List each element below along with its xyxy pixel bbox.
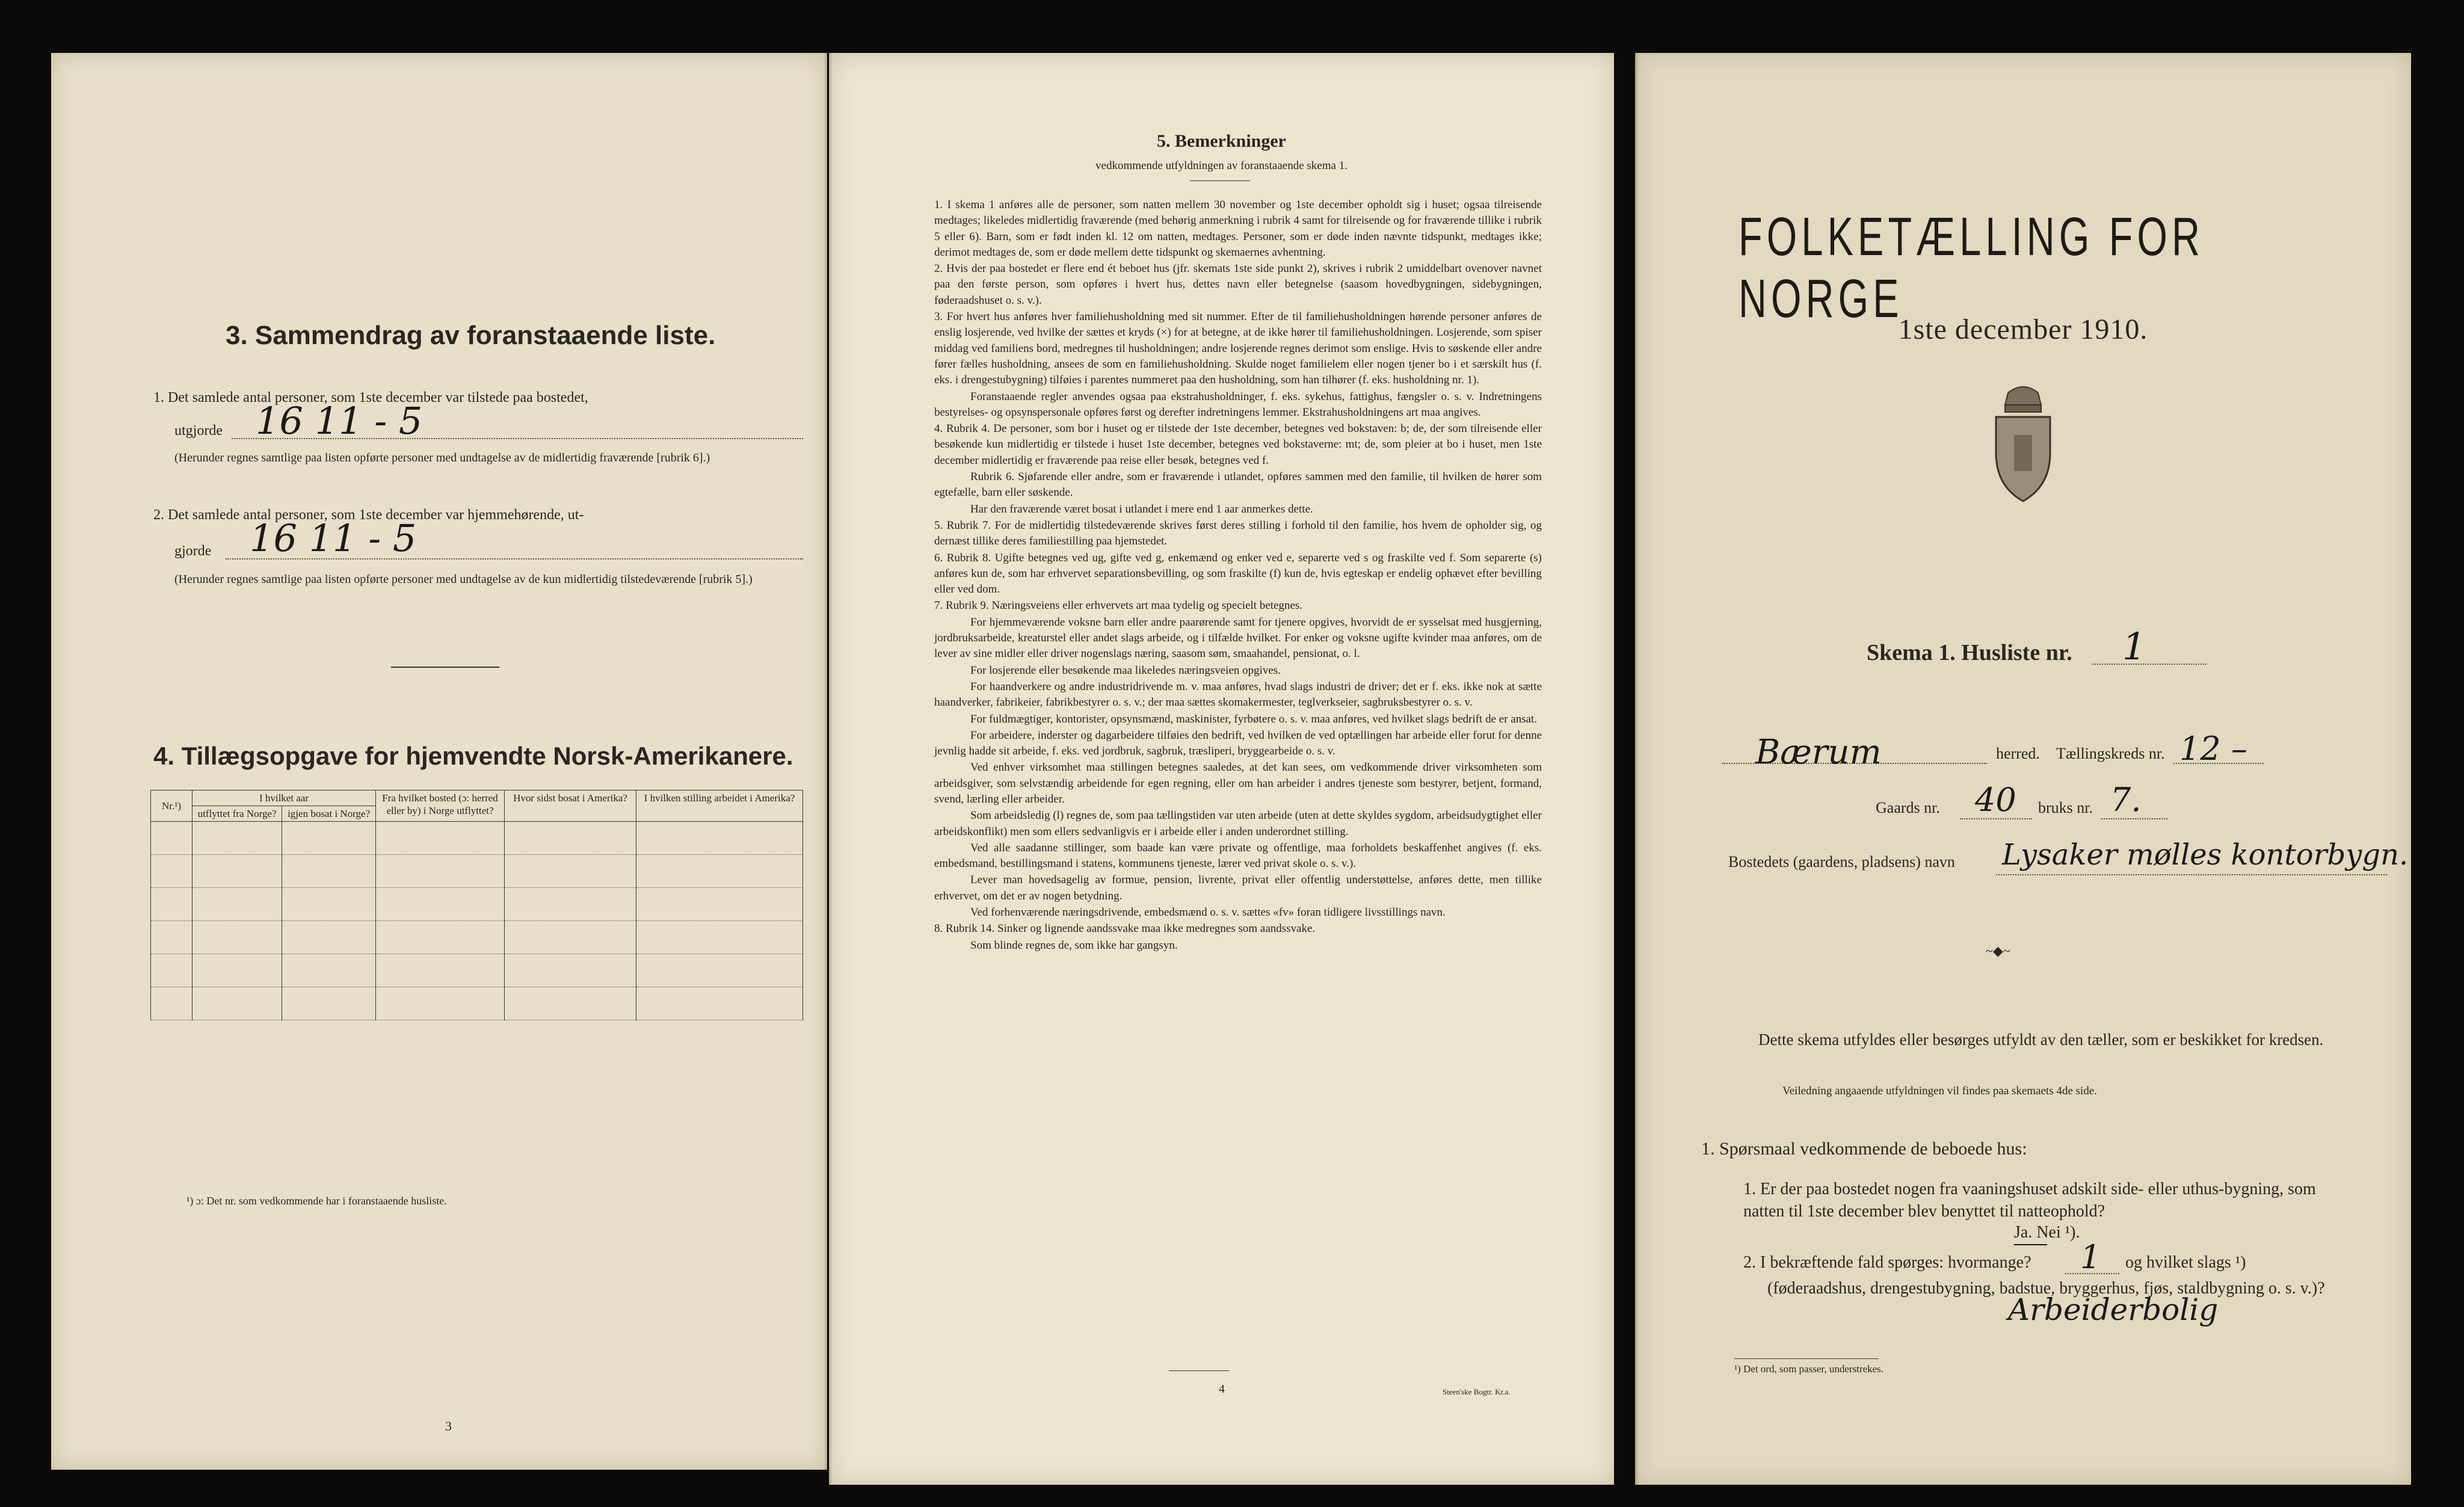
question-2a: 2. I bekræftende fald spørges: hvormange? [1743, 1253, 2031, 1272]
kreds-handwritten: 12 – [2179, 730, 2247, 768]
col-utflyttet: utflyttet fra Norge? [192, 806, 282, 822]
remark-paragraph: 6. Rubrik 8. Ugifte betegnes ved ug, gifte ved g, enkemænd og enker ved e, separerte ved s og fraskilte ved f. Som separerte (s) anføres kun de, som har erhvervet separationsbevilling, og som fraskilte (f) kun de, hvis egteskap er endelig ophævet efter bevilling eller ved dom. [934, 551, 1542, 596]
bruks-handwritten: 7. [2110, 781, 2142, 819]
question-1-answer: Ja. Nei ¹). [2014, 1223, 2080, 1242]
table-row [151, 954, 803, 987]
remarks-subtitle: vedkommende utfyldningen av foranstaaende skema 1. [1095, 159, 1348, 172]
item1-utgjorde: utgjorde [174, 423, 223, 439]
table-row [151, 987, 803, 1020]
norsk-amerikanere-table [150, 790, 803, 1020]
right-page [1635, 53, 2411, 1485]
remark-paragraph: 8. Rubrik 14. Sinker og lignende aandssvake maa ikke medregnes som aandssvake. [934, 922, 1316, 935]
answer-underline [2014, 1244, 2047, 1245]
remark-paragraph: 3. For hvert hus anføres hver familiehusholdning med sit nummer. Efter de til familiehusholdningen hørende personer anføres de enslig losjerende, ved hvilke der sættes et kryds (×) for at betegne, at de ikke hører til familiehusholdningen. Losjerende, som spiser middag ved familiens bord, medregnes til husholdningen; andre losjerende regnes derimot som enslige. Hvis to søskende eller andre fører fælles husholdning, ansees de som en familiehusholdning. Skulde noget familielem eller nogen tjener bo i et særskilt hus (f. eks. i drengestubygning) tilføies i parentes nummeret paa den husholdning, som han tilhører (f. eks. husholdning nr. 1). [934, 310, 1542, 387]
remark-paragraph: Ved alle saadanne stillinger, som baade kan være private og offentlige, maa forholdets beskaffenhet angives (f. eks. embedsmand, bestillingsmand i statens, kommunens tjeneste, lærer ved privat skole o. s. v.). [934, 841, 1542, 871]
remark-paragraph: For arbeidere, inderster og dagarbeidere tilføies den bedrift, ved hvilken de ved optællingen har arbeide eller forut for denne jevnlig hadde sit arbeide, f. eks. ved jordbruk, sagbruk, træsliperi, bryggearbeide o. s. v. [934, 729, 1542, 758]
questions-header: 1. Spørsmaal vedkommende de beboede hus: [1701, 1139, 2027, 1159]
ornament-icon: ~◆~ [1986, 943, 2010, 958]
gaards-label: Gaards nr. [1876, 799, 1940, 816]
question-2c: (føderaadshus, drengestubygning, badstue, bryggerhus, fjøs, staldbygning o. s. v.)? [1767, 1279, 2325, 1298]
instruction-text: Dette skema utfyldes eller besørges utfyldt av den tæller, som er beskikket for kredsen. [1758, 1031, 2324, 1049]
divider [391, 667, 499, 668]
question-2b: og hvilket slags ¹) [2125, 1253, 2246, 1272]
remark-paragraph: 2. Hvis der paa bostedet er flere end ét beboet hus (jfr. skemats 1ste side punkt 2), skrives i rubrik 2 umiddelbart ovenover navnet paa den første person, som opføres i hvert hus, dettes navn eller betegnelse (saasom hovedbygningen, sidebygningen, føderaadshuset o. s. v.). [934, 262, 1542, 307]
divider [1169, 1370, 1229, 1371]
col-fra-bosted: Fra hvilket bosted (ɔ: herred eller by) i Norge utflyttet? [376, 790, 505, 822]
remark-paragraph: For haandverkere og andre industridrivende m. v. maa anføres, hvad slags industri de driver; det er f. eks. ikke nok at sætte haandverker, fabrikeier, fabrikbestyrer o. s. v.; der maa sættes skomakermester, teglverkseier, sagbruksbestyrer o. s. v. [934, 680, 1542, 709]
remark-paragraph: 4. Rubrik 4. De personer, som bor i huset og er tilstede der 1ste december, betegnes ved bokstaven: b; de, der som tilreisende eller besøkende kun midlertidig er tilstede i huset 1ste december, betegnes ved bokstaverne: mt; de, som pleier at bo i huset, men 1ste december midlertidig er fraværende paa reise eller besøk, betegnes ved f. [934, 422, 1542, 467]
printer-credit: Steen'ske Bogtr. Kr.a. [1443, 1387, 1511, 1396]
table-row [151, 921, 803, 954]
question-2-count: 1 [2080, 1238, 2101, 1276]
col-stilling: I hvilken stilling arbeidet i Amerika? [636, 790, 803, 822]
item2-text: 2. Det samlede antal personer, som 1ste december var hjemmehørende, ut- [153, 507, 584, 523]
col-group-header: I hvilket aar [192, 790, 376, 806]
page-number-3: 3 [445, 1419, 452, 1434]
item1-handwritten: 16 11 - 5 [256, 399, 423, 443]
table-row [151, 855, 803, 888]
remark-paragraph: For fuldmægtiger, kontorister, opsynsmænd, maskinister, fyrbøtere o. s. v. maa anføres, ved hvilket slags bedrift de er ansat. [970, 712, 1538, 726]
herred-handwritten: Bærum [1755, 733, 1882, 772]
remark-paragraph: Har den fraværende været bosat i utlandet i mere end 1 aar anmerkes dette. [970, 502, 1313, 516]
divider [1190, 180, 1250, 181]
section3-title: 3. Sammendrag av foranstaaende liste. [226, 321, 716, 350]
remark-paragraph: For losjerende eller besøkende maa likeledes næringsveien opgives. [970, 664, 1281, 677]
divider [1734, 1358, 1879, 1359]
remark-paragraph: Som blinde regnes de, som ikke har gangsyn. [970, 938, 1178, 952]
schema-label: Skema 1. Husliste nr. [1867, 640, 2072, 665]
remark-paragraph: 1. I skema 1 anføres alle de personer, som natten mellem 30 november og 1ste december opholdt sig i huset; ogsaa tilreisende medtages; likeledes midlertidig fraværende (med behørig anmerkning i rubrik 4 samt for tilreisende og for fraværende tillike i rubrik 5 eller 6). Barn, som er født inden kl. 12 om natten, medtages. Personer, som er døde inden nævnte tidspunkt, medtages ikke; derimot medtages de, som er døde mellem dette tidspunkt og skemaernes avhentning. [934, 199, 1542, 259]
herred-label: herred. [1996, 745, 2040, 762]
remark-paragraph: For hjemmeværende voksne barn eller andre paarørende samt for tjenere opgives, hvorvidt de er sysselsat med husgjerning, jordbruksarbeide, kreaturstel eller andet slags arbeide, og i tilfælde hvilket. For enker og voksne ugifte kvinder maa anføres, om de lever av sine midler eller driver nogenslags næring, saasom søm, smaahandel, pensionat, o. l. [934, 615, 1542, 661]
remark-paragraph: Ved forhenværende næringsdrivende, embedsmænd o. s. v. sættes «fv» foran tidligere livsstillings navn. [970, 906, 1446, 919]
left-page [51, 53, 827, 1470]
remark-paragraph: Foranstaaende regler anvendes ogsaa paa ekstrahusholdninger, f. eks. sykehus, fattighus, fængsler o. s. v. Indretningens bestyrelses- og opsynspersonale opføres først og derefter indretningens lemmer. Ekstrahusholdningens art maa angives. [934, 390, 1542, 419]
remarks-title: 5. Bemerkninger [1157, 131, 1286, 151]
item2-handwritten: 16 11 - 5 [250, 516, 417, 560]
husliste-nr: 1 [2122, 624, 2146, 668]
form-date: 1ste december 1910. [1898, 313, 2148, 345]
section4-title: 4. Tillægsopgave for hjemvendte Norsk-Amerikanere. [153, 742, 793, 770]
bruks-label: bruks nr. [2038, 799, 2093, 816]
remark-paragraph: 7. Rubrik 9. Næringsveiens eller erhvervets art maa tydelig og specielt betegnes. [934, 599, 1303, 612]
remark-paragraph: Lever man hovedsagelig av formue, pension, livrente, privat eller offentlig understøttelse, anføres dette, men tillike erhvervet, om det er av nogen betydning. [934, 874, 1542, 902]
remark-paragraph: Rubrik 6. Sjøfarende eller andre, som er fraværende i utlandet, opføres sammen med den familie, til hvilken de hører som egtefælle, barn eller søskende. [934, 470, 1542, 499]
bosted-handwritten: Lysaker mølles kontorbygn. [2002, 838, 2409, 872]
page-number-4: 4 [1219, 1382, 1225, 1396]
table-row [151, 822, 803, 855]
col-amerika-bosat: Hvor sidst bosat i Amerika? [505, 790, 636, 822]
instruction-small: Veiledning angaaende utfyldningen vil findes paa skemaets 4de side. [1782, 1085, 2097, 1097]
item1-note: (Herunder regnes samtlige paa listen opførte personer med undtagelse av de midlertidig fraværende [rubrik 6].) [174, 451, 710, 464]
remark-paragraph: 5. Rubrik 7. For de midlertidig tilstedeværende skrives først deres stilling i forhold til den familie, hos hvem de opholder sig, og dernæst tillike deres familiestilling paa hjemstedet. [934, 519, 1542, 548]
remark-paragraph: Ved enhver virksomhet maa stillingen betegnes saaledes, at det kan sees, om vedkommende driver virksomheten som arbeidsgiver, som selvstændig arbeidende for egen regning, eller om han arbeider i andres tjeneste som bestyrer, betjent, formand, svend, lærling eller arbeider. [934, 761, 1542, 806]
question-2-handwritten: Arbeiderbolig [2008, 1292, 2219, 1327]
item2-note: (Herunder regnes samtlige paa listen opførte personer med undtagelse av de kun midlertidig tilstedeværende [rubrik 5].) [174, 573, 753, 586]
kreds-label: Tællingskreds nr. [2056, 745, 2165, 762]
question-1: 1. Er der paa bostedet nogen fra vaaningshuset adskilt side- eller uthus-bygning, som natten til 1ste december blev benyttet til natteophold? [1743, 1180, 2316, 1221]
coat-of-arms-icon [1972, 381, 2074, 507]
gaards-handwritten: 40 [1975, 781, 2016, 819]
middle-page [829, 53, 1614, 1485]
right-footnote: ¹) Det ord, som passer, understrekes. [1734, 1363, 1884, 1375]
form-title: FOLKETÆLLING FOR NORGE [1739, 207, 2205, 329]
section4-footnote: ¹) ɔ: Det nr. som vedkommende har i foranstaaende husliste. [186, 1195, 447, 1207]
item1-text: 1. Det samlede antal personer, som 1ste december var tilstede paa bostedet, [153, 390, 588, 405]
remark-paragraph: Som arbeidsledig (l) regnes de, som paa tællingstiden var uten arbeide (uten at dette skyldes sygdom, arbeidsudygtighet eller arbeidskonflikt) men som ellers sedvanligvis er i arbeide eller i anden underordnet stilling. [934, 809, 1542, 838]
item2-gjorde: gjorde [174, 543, 212, 559]
col-igjen-bosat: igjen bosat i Norge? [282, 806, 376, 822]
bosted-label: Bostedets (gaardens, pladsens) navn [1728, 853, 1955, 871]
remarks-body [934, 197, 1542, 954]
col-nr: Nr.¹) [151, 790, 192, 822]
table-row [151, 888, 803, 921]
